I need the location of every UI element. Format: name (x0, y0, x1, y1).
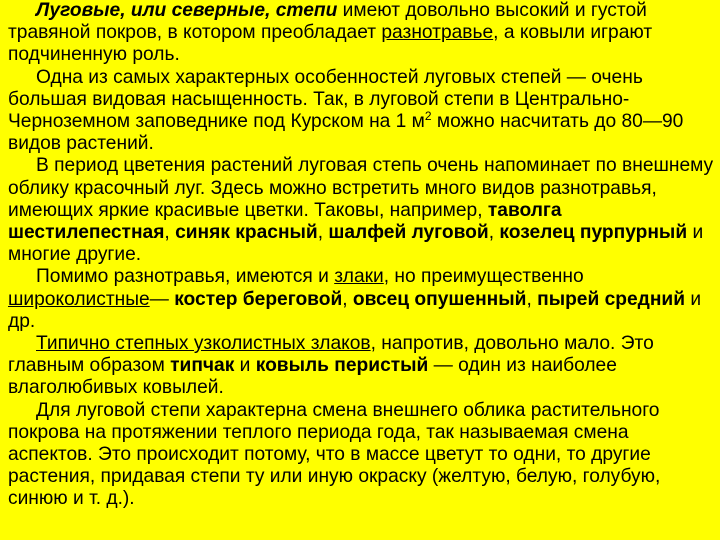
text-run: и многие другие. (8, 222, 704, 266)
text-run: Для луговой степи характерна смена внешнего облика растительного покрова на протяжении теплого периода года, так называемая смена аспектов. Это происходит потому, что в массе цветут то одни, то другие растения, придавая степи ту или иную окраску (желтую, белую, голубую, синюю и т. д.). (8, 399, 661, 510)
text-run: , а ковыли играют подчиненную роль. (8, 22, 653, 66)
text-run: , (317, 222, 329, 244)
text-run: , напротив, довольно мало. Это главным образом (8, 333, 654, 377)
species-name: типчак (170, 355, 235, 377)
text-run: , но преимущественно (383, 266, 584, 288)
underlined-term: злаки (334, 266, 384, 288)
text-run: — один из наиболее влаголюбивых ковылей. (8, 355, 617, 399)
species-name: синяк красный (175, 222, 318, 244)
paragraph-grasses (8, 266, 716, 333)
text-run: , (526, 288, 538, 310)
text-run: , (342, 288, 353, 310)
species-name: шалфей луговой (328, 222, 489, 244)
emphasis-term: Луговые, или северные, степи (36, 0, 338, 21)
species-name: ковыль перистый (255, 355, 429, 377)
text-run: Помимо разнотравья, имеются и (36, 266, 335, 288)
underlined-term: широколистные (8, 288, 150, 310)
paragraph-aspect-change (8, 400, 716, 511)
species-name: костер береговой (174, 288, 343, 310)
superscript: 2 (424, 109, 432, 124)
text-block (8, 0, 716, 511)
underlined-term: разнотравье (381, 22, 494, 44)
species-name: козелец пурпурный (499, 222, 688, 244)
text-run: имеют довольно высокий и густой травяной покров, в котором преобладает (8, 0, 647, 44)
paragraph-species-richness (8, 67, 716, 156)
species-name: таволга шестилепестная (8, 199, 562, 244)
paragraph-narrowleaf-grasses (8, 333, 716, 400)
text-run: , (488, 222, 500, 244)
underlined-term: Типично степных узколистных злаков (36, 333, 371, 355)
text-run: и (234, 355, 256, 377)
text-run: — (149, 288, 175, 310)
text-run: можно насчитать до 80—90 видов растений. (8, 111, 684, 155)
paragraph-steppe-definition (8, 0, 716, 67)
text-run: В период цветения растений луговая степь очень напоминает по внешнему облику красочный луг. Здесь можно встретить много видов разнотравья, имеющих яркие красивые цветки. Таковы, например, (8, 155, 714, 221)
text-run: , (164, 222, 176, 244)
species-name: пырей средний (537, 288, 686, 310)
paragraph-flowering-period (8, 155, 716, 266)
species-name: овсец опушенный (352, 288, 527, 310)
text-run: Одна из самых характерных особенностей луговых степей — очень большая видовая насыщенность. Так, в луговой степи в Центрально-Черноземном заповеднике под Курском на 1 м (8, 66, 643, 133)
text-run: и др. (8, 288, 702, 332)
